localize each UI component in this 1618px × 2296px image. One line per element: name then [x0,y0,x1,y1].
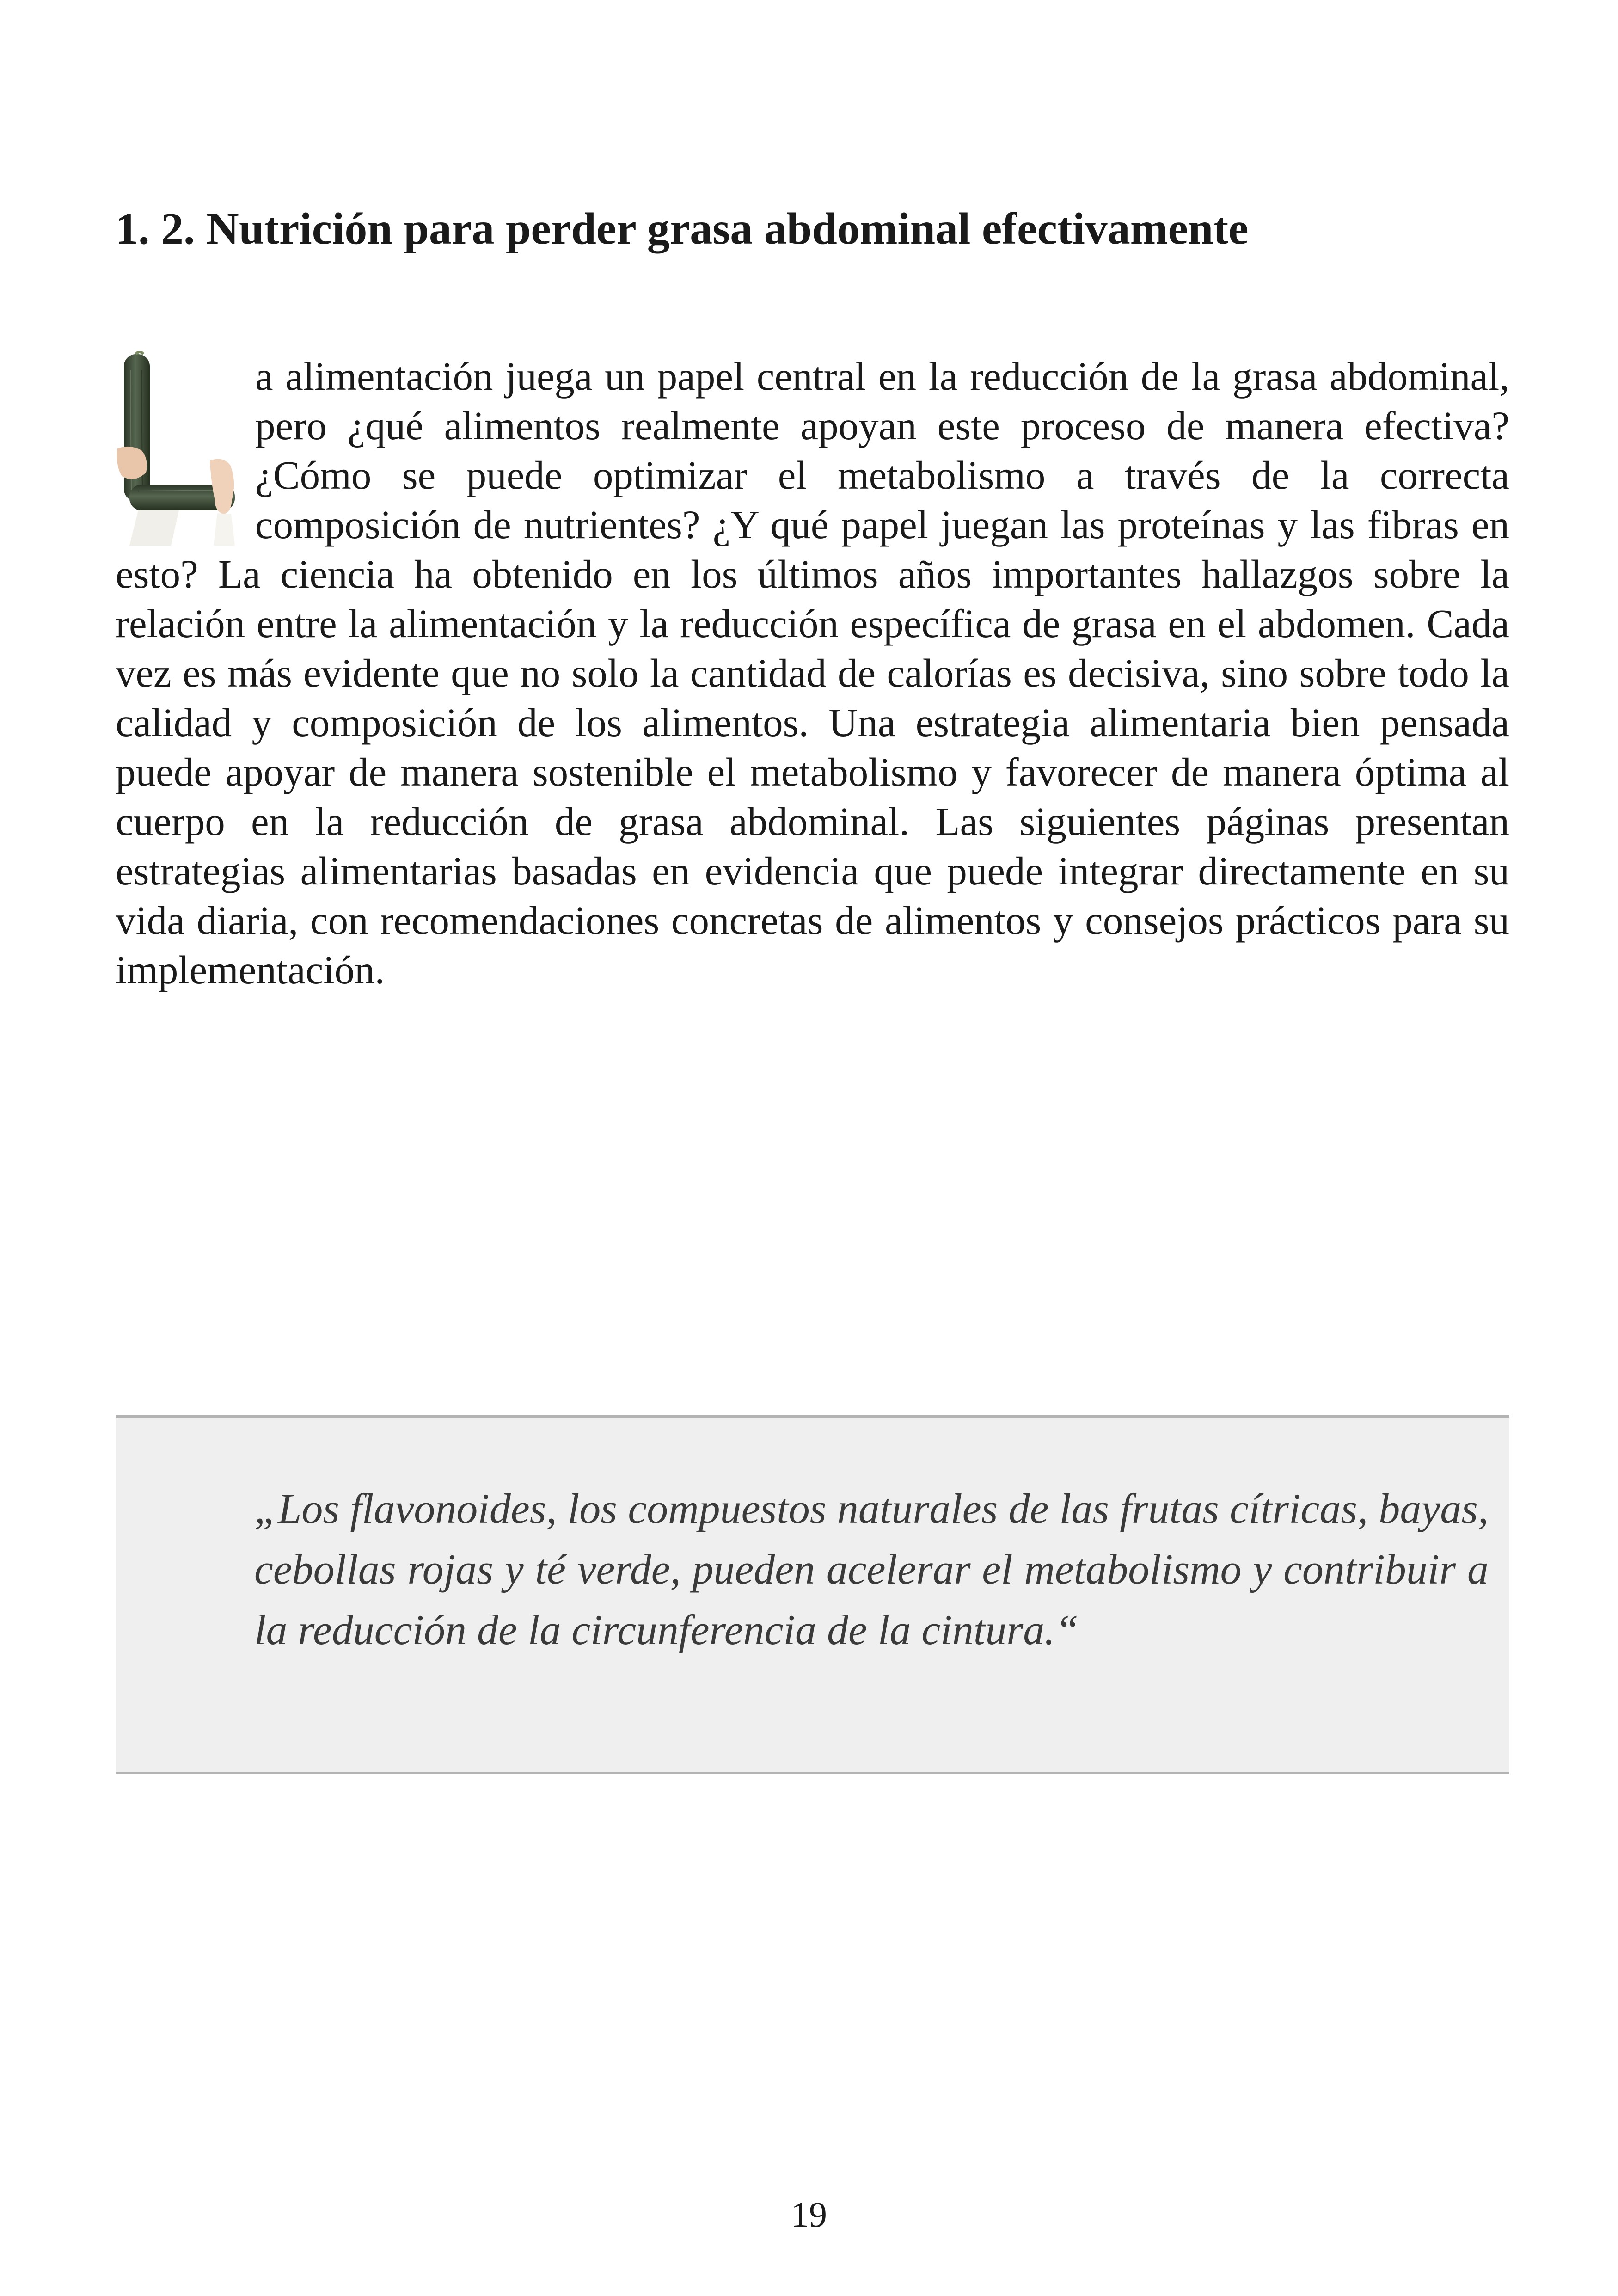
intro-paragraph-block [116,351,1509,995]
page-number: 19 [791,2194,827,2235]
quote-text: „Los flavonoides, los compuestos naturales de las frutas cítricas, bayas, cebollas rojas y té verde, pueden acelerar el metabolismo y contribuir a la reducción de la circunferencia de la cintura.“ [254,1485,1489,1653]
drop-cap-letter [255,351,256,352]
drop-cap-zucchini-l-icon [116,351,236,546]
quote-box [116,1415,1509,1774]
intro-paragraph: a alimentación juega un papel central en la reducción de la grasa abdominal, pero ¿qué alimentos realmente apoyan este proceso de manera efectiva? ¿Cómo se puede optimizar el metabolismo a través de la correcta composición de nutrientes? ¿Y qué papel juegan las proteínas y las fibras en esto? La ciencia ha obtenido en los últimos años importantes hallazgos sobre la relación entre la alimentación y la reducción específica de grasa en el abdomen. Cada vez es más evidente que no solo la cantidad de calorías es decisiva, sino sobre todo la calidad y composición de los alimentos. Una estrategia alimentaria bien pensada puede apoyar de manera sostenible el metabolismo y favorecer de manera óptima al cuerpo en la reducción de grasa abdominal. Las siguientes páginas presentan estrategias alimentarias basadas en evidencia que puede integrar directamente en su vida diaria, con recomendaciones concretas de alimentos y consejos prácticos para su implementación. [116,354,1509,992]
section-heading: 1. 2. Nutrición para perder grasa abdominal efectivamente [116,204,1249,254]
